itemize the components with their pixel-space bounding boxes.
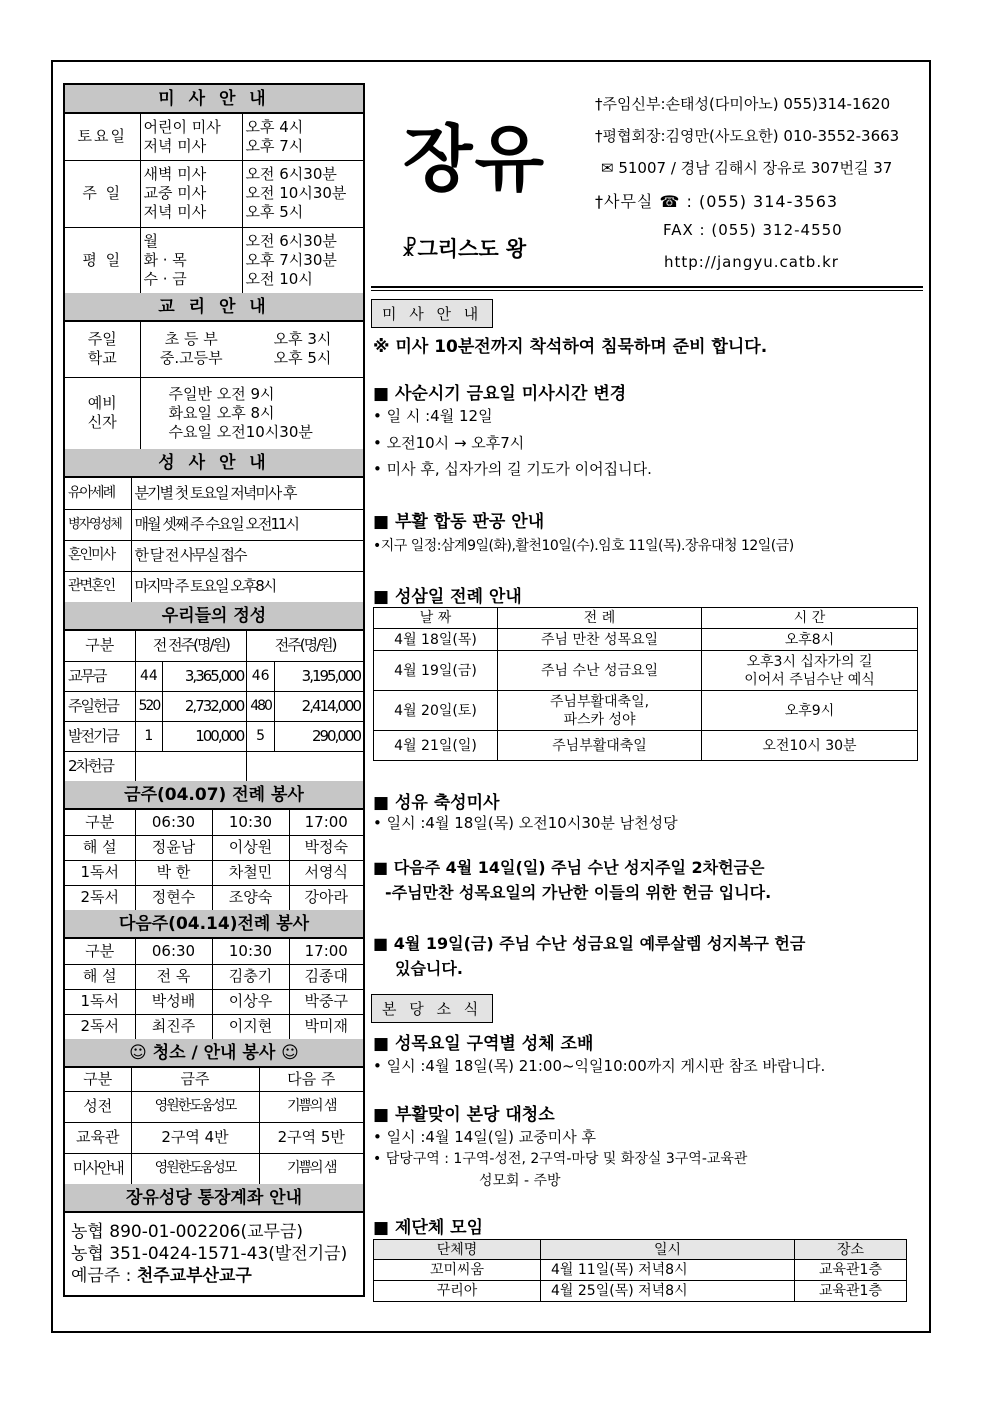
sunday-school-label: 주일 학교 — [65, 322, 140, 377]
service-cell: 강아라 — [289, 885, 363, 910]
account-holder: 예금주 : 천주교부산교구 — [71, 1266, 252, 1286]
triduum-cell: 4월 20일(토) — [374, 691, 498, 731]
good-friday-title: ■ 4월 19일(금) 주님 수난 성금요일 예루살렘 성지복구 헌금 — [373, 934, 806, 953]
triduum-cell: 4월 21일(일) — [374, 731, 498, 761]
mass-row-times: 오후 4시 오후 7시 — [242, 114, 363, 160]
service-role: 해 설 — [65, 964, 135, 989]
cleaning-cell: 기쁨의 샘 — [259, 1091, 363, 1122]
sacrament-label: 유아세례 — [65, 478, 131, 509]
groups-table — [373, 1239, 907, 1302]
mass-row-names: 새벽 미사 교중 미사 저녁 미사 — [140, 160, 242, 227]
service-header: 10:30 — [212, 810, 289, 835]
sacrament-label: 병자영성체 — [65, 509, 131, 540]
service-header: 17:00 — [289, 810, 363, 835]
mass-row-times: 오전 6시30분 오전 10시30분 오후 5시 — [242, 160, 363, 227]
mass-schedule-table — [65, 114, 363, 293]
offering-header: 전주(명/원) — [247, 631, 363, 661]
triduum-cell: 주님 만찬 성목요일 — [498, 629, 702, 651]
mass-row-names: 어린이 미사 저녁 미사 — [140, 114, 242, 160]
lent-line: • 미사 후, 십자가의 길 기도가 이어집니다. — [373, 460, 652, 478]
groups-title: ■ 제단체 모임 — [373, 1218, 484, 1238]
cleaning-header: 금주 — [131, 1068, 259, 1091]
groups-cell: 4월 25일(목) 저녁8시 — [541, 1281, 795, 1302]
address-info: ✉ 51007 / 경남 김해시 장유로 307번길 37 — [601, 159, 893, 177]
pastor-info: †주임신부:손태성(다미아노) 055)314-1620 — [595, 95, 891, 113]
triduum-cell: 오후8시 — [702, 629, 918, 651]
service-cell: 박미재 — [289, 1014, 363, 1039]
service-header: 구분 — [65, 939, 135, 964]
groups-cell: 교육관1층 — [795, 1260, 907, 1281]
cleaning-area: 미사안내 — [65, 1153, 131, 1184]
service-cell: 정윤남 — [135, 835, 212, 860]
triduum-header: 시 간 — [702, 608, 918, 629]
offering-cell: 1 — [135, 721, 163, 751]
triduum-cell: 오전10시 30분 — [702, 731, 918, 761]
groups-header: 일시 — [541, 1240, 795, 1260]
cleaning-cell: 2구역 5반 — [259, 1122, 363, 1153]
service-next-week-table — [65, 939, 363, 1039]
chrism-line: • 일시 :4월 18일(목) 오전10시30분 남천성당 — [373, 814, 678, 832]
cleaning-area: 교육관 — [65, 1122, 131, 1153]
service-header: 06:30 — [135, 939, 212, 964]
cleaning-header: 다음 주 — [259, 1068, 363, 1091]
offering-header: 전 전주(명/원) — [135, 631, 247, 661]
service-cell: 박중구 — [289, 989, 363, 1014]
parish-title: 장유 — [403, 116, 547, 201]
service-cell: 이상원 — [212, 835, 289, 860]
sacrament-text: 마지막 주 토요일 오후8시 — [131, 571, 363, 602]
groups-header: 장소 — [795, 1240, 907, 1260]
service-cell: 조양숙 — [212, 885, 289, 910]
service-role: 2독서 — [65, 885, 135, 910]
service-cell: 서영식 — [289, 860, 363, 885]
sacrament-table — [65, 478, 363, 602]
service-role: 해 설 — [65, 835, 135, 860]
groups-cell: 꼬미씨움 — [374, 1260, 541, 1281]
catechumen-label: 예비 신자 — [65, 377, 140, 449]
service-header: 06:30 — [135, 810, 212, 835]
offering-cell: 2,732,000 — [163, 691, 247, 721]
catechumen-times: 주일반 오전 9시 화요일 오후 8시 수요일 오전10시30분 — [140, 377, 363, 449]
triduum-table — [373, 607, 918, 761]
good-friday-line: 있습니다. — [395, 959, 463, 978]
offering-cell: 290,000 — [274, 721, 363, 751]
offering-label: 교무금 — [65, 661, 135, 691]
mass-row-label: 평 일 — [65, 227, 140, 293]
mass-notice-note: ※ 미사 10분전까지 착석하여 침묵하며 준비 합니다. — [373, 337, 768, 357]
groups-cell: 교육관1층 — [795, 1281, 907, 1302]
palm-sunday-title: ■ 다음주 4월 14일(일) 주님 수난 성지주일 2차헌금은 — [373, 858, 765, 877]
service-cell: 이상우 — [212, 989, 289, 1014]
penance-title: ■ 부활 합동 판공 안내 — [373, 512, 545, 532]
service-cell: 김종대 — [289, 964, 363, 989]
cleaning-notice-title: ■ 부활맞이 본당 대청소 — [373, 1105, 555, 1125]
offering-label: 2차헌금 — [65, 751, 135, 781]
sunday-school-times: 오후 3시 오후 5시 — [242, 322, 363, 377]
service-cell: 전 옥 — [135, 964, 212, 989]
offering-cell — [247, 751, 363, 781]
triduum-header: 날 짜 — [374, 608, 498, 629]
sacrament-text: 매월 셋째 주 수요일 오전11시 — [131, 509, 363, 540]
mass-row-label: 토요일 — [65, 114, 140, 160]
mass-schedule-heading: 미 사 안 내 — [65, 85, 363, 114]
mass-row-label: 주 일 — [65, 160, 140, 227]
cleaning-header: 구분 — [65, 1068, 131, 1091]
service-header: 10:30 — [212, 939, 289, 964]
triduum-cell: 주님부활대축일, 파스카 성야 — [498, 691, 702, 731]
service-cell: 박정숙 — [289, 835, 363, 860]
offering-label: 발전기금 — [65, 721, 135, 751]
service-role: 1독서 — [65, 860, 135, 885]
service-cell: 박 한 — [135, 860, 212, 885]
mass-notice-label: 미 사 안 내 — [371, 299, 493, 328]
triduum-title: ■ 성삼일 전례 안내 — [373, 587, 522, 607]
account-info — [65, 1213, 363, 1295]
service-cell: 차철민 — [212, 860, 289, 885]
service-cell: 최진주 — [135, 1014, 212, 1039]
triduum-cell: 4월 18일(목) — [374, 629, 498, 651]
cleaning-area: 성전 — [65, 1091, 131, 1122]
triduum-cell: 4월 19일(금) — [374, 651, 498, 691]
doctrine-table — [65, 322, 363, 449]
council-info: †평협회장:김영만(사도요한) 010-3552-3663 — [595, 127, 900, 145]
service-role: 1독서 — [65, 989, 135, 1014]
offering-heading: 우리들의 정성 — [65, 602, 363, 631]
offering-cell: 3,365,000 — [163, 661, 247, 691]
doctrine-heading: 교 리 안 내 — [65, 293, 363, 322]
lent-line: • 오전10시 → 오후7시 — [373, 434, 525, 452]
feast-subtitle: ☧그리스도 왕 — [401, 237, 527, 261]
lent-line: • 일 시 :4월 12일 — [373, 407, 493, 425]
website-link[interactable]: http://jangyu.catb.kr — [664, 253, 839, 271]
service-this-week-heading: 금주(04.07) 전례 봉사 — [65, 781, 363, 810]
offering-cell: 3,195,000 — [274, 661, 363, 691]
adoration-line: • 일시 :4월 18일(목) 21:00~익일10:00까지 게시판 참조 바랍니다. — [373, 1057, 826, 1075]
offering-cell: 2,414,000 — [274, 691, 363, 721]
groups-cell: 4월 11일(목) 저녁8시 — [541, 1260, 795, 1281]
sacrament-text: 한 달 전 사무실 접수 — [131, 540, 363, 571]
palm-sunday-line: -주님만찬 성목요일의 가난한 이들의 위한 헌금 입니다. — [385, 883, 772, 902]
offering-cell — [135, 751, 247, 781]
cleaning-notice-line: • 담당구역 : 1구역-성전, 2구역-마당 및 화장실 3구역-교육관 — [373, 1151, 748, 1167]
offering-cell: 520 — [135, 691, 163, 721]
cleaning-cell: 기쁨의 샘 — [259, 1153, 363, 1184]
left-column — [63, 83, 365, 1297]
mass-row-names: 월 화 · 목 수 · 금 — [140, 227, 242, 293]
offering-cell: 100,000 — [163, 721, 247, 751]
service-role: 2독서 — [65, 1014, 135, 1039]
office-phone: †사무실 ☎ : (055) 314-3563 — [595, 192, 839, 211]
account-line: 농협 351-0424-1571-43(발전기금) — [71, 1244, 348, 1264]
sunday-school-groups: 초 등 부 중.고등부 — [140, 322, 242, 377]
service-this-week-table — [65, 810, 363, 910]
adoration-title: ■ 성목요일 구역별 성체 조배 — [373, 1034, 594, 1054]
triduum-cell: 주님 수난 성금요일 — [498, 651, 702, 691]
account-heading: 장유성당 통장계좌 안내 — [65, 1184, 363, 1213]
account-line: 농협 890-01-002206(교무금) — [71, 1222, 304, 1242]
lent-title: ■ 사순시기 금요일 미사시간 변경 — [373, 384, 627, 404]
service-cell: 이지현 — [212, 1014, 289, 1039]
fax-number: FAX : (055) 312-4550 — [663, 221, 843, 239]
triduum-header: 전 례 — [498, 608, 702, 629]
offering-table — [65, 631, 363, 781]
sacrament-text: 분기별 첫 토요일 저녁미사 후 — [131, 478, 363, 509]
parish-news-label: 본 당 소 식 — [371, 994, 493, 1023]
triduum-cell: 오후9시 — [702, 691, 918, 731]
penance-line: •지구 일정:삼계9일(화),활천10일(수).임호 11일(목).장유대청 12일(금) — [373, 538, 794, 554]
sacrament-heading: 성 사 안 내 — [65, 449, 363, 478]
header-divider — [371, 286, 923, 291]
cleaning-cell: 2구역 4반 — [131, 1122, 259, 1153]
service-cell: 정현수 — [135, 885, 212, 910]
sacrament-label: 관면혼인 — [65, 571, 131, 602]
cleaning-notice-line: 성모회 - 주방 — [479, 1173, 561, 1189]
offering-cell: 46 — [247, 661, 275, 691]
cleaning-cell: 영원한도움성모 — [131, 1153, 259, 1184]
service-next-week-heading: 다음주(04.14)전례 봉사 — [65, 910, 363, 939]
service-header: 구분 — [65, 810, 135, 835]
service-cell: 김충기 — [212, 964, 289, 989]
mass-row-times: 오전 6시30분 오후 7시30분 오전 10시 — [242, 227, 363, 293]
groups-header: 단체명 — [374, 1240, 541, 1260]
offering-cell: 480 — [247, 691, 275, 721]
cleaning-cell: 영원한도움성모 — [131, 1091, 259, 1122]
cleaning-table — [65, 1068, 363, 1184]
service-header: 17:00 — [289, 939, 363, 964]
offering-label: 주일헌금 — [65, 691, 135, 721]
bulletin-page — [51, 60, 931, 1333]
groups-cell: 꾸리아 — [374, 1281, 541, 1302]
cleaning-heading: ☺ 청소 / 안내 봉사 ☺ — [65, 1039, 363, 1068]
offering-cell: 44 — [135, 661, 163, 691]
sacrament-label: 혼인미사 — [65, 540, 131, 571]
offering-header: 구분 — [65, 631, 135, 661]
service-cell: 박성배 — [135, 989, 212, 1014]
chrism-title: ■ 성유 축성미사 — [373, 793, 500, 813]
cleaning-notice-line: • 일시 :4월 14일(일) 교중미사 후 — [373, 1128, 596, 1146]
offering-cell: 5 — [247, 721, 275, 751]
triduum-cell: 오후3시 십자가의 길 이어서 주님수난 예식 — [702, 651, 918, 691]
triduum-cell: 주님부활대축일 — [498, 731, 702, 761]
